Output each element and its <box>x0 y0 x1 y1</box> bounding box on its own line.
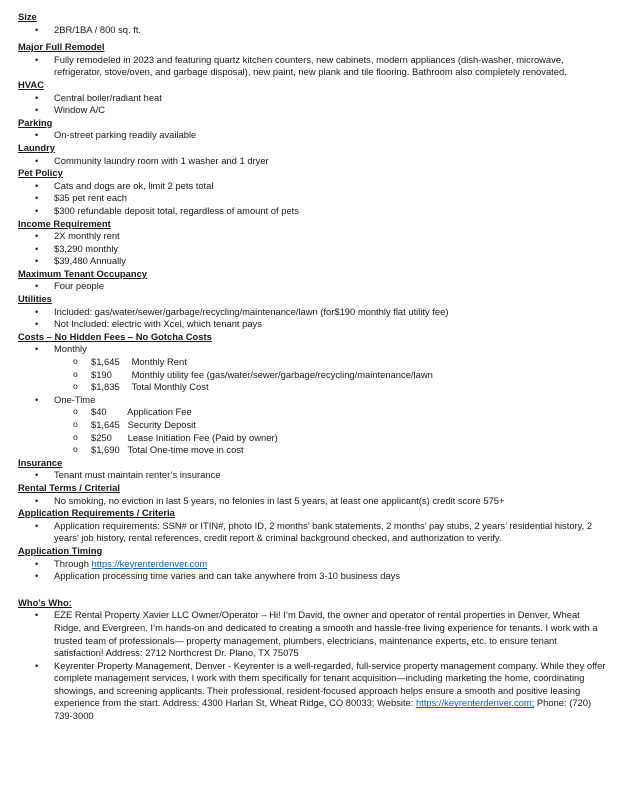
list-item <box>18 343 608 356</box>
cost-item <box>18 432 608 445</box>
list-item: • $39,480 Annually <box>18 255 608 268</box>
list-item <box>18 558 608 571</box>
list-item <box>18 660 608 723</box>
list-item: • Window A/C <box>18 104 608 117</box>
list-item: • $35 pet rent each <box>18 192 608 205</box>
heading-rental-terms: Rental Terms / Criterial <box>18 481 120 493</box>
listing-document <box>18 11 608 723</box>
keyrenter-website-link[interactable]: https://keyrenterdenver.com; <box>416 697 535 709</box>
cost-item <box>18 369 608 382</box>
cost-amount: $1,645 <box>91 356 120 368</box>
cost-desc: Monthly utility fee (gas/water/sewer/garbage/recycling/maintenance/lawn <box>131 368 433 380</box>
hvac-list <box>18 92 608 117</box>
pm-phone: Phone: (720) 739-3000 <box>54 697 592 722</box>
heading-insurance: Insurance <box>18 456 63 468</box>
pm-description: Keyrenter Property Management, Denver - Keyrenter is a well-regarded, full-service property management company. While they offer complete management services, I work with them specifically for tenant acquisition—including marketing the home, coordinating showings, and screening applicants. Their professional, resident-focused approach helps ensure a smooth and positive leasing experience from the start. Address: 4300 Harlan St, Wheat Ridge, CO 80033; Website: <box>54 659 606 709</box>
cost-desc: Security Deposit <box>127 419 196 430</box>
application-timing-list <box>18 558 608 583</box>
heading-income: Income Requirement <box>18 217 111 229</box>
cost-amount: $1,645 <box>91 419 120 430</box>
pet-policy-list <box>18 180 608 218</box>
heading-pet-policy: Pet Policy <box>18 167 63 179</box>
list-item: • No smoking, no eviction in last 5 years, no felonies in last 5 years, at least one applicant(s) credit score 575+ <box>18 495 608 508</box>
rental-terms-list <box>18 495 608 508</box>
parking-list <box>18 129 608 142</box>
list-item: • Application requirements: SSN# or ITIN#, photo ID, 2 months’ bank statements, 2 months’ pay stubs, 2 years’ residential history, 2 years’ job history, rental references, credit report & criminal background checked, and authorization to verify. <box>18 520 608 545</box>
heading-parking: Parking <box>18 116 53 128</box>
cost-amount: $40 <box>91 406 107 418</box>
list-item <box>18 394 608 407</box>
cost-item <box>18 419 608 432</box>
laundry-list <box>18 155 608 168</box>
list-item: • 2BR/1BA / 800 sq. ft. <box>18 24 608 37</box>
cost-item <box>18 356 608 369</box>
cost-item <box>18 406 608 419</box>
onetime-costs-list <box>18 406 608 456</box>
costs-list <box>18 343 608 356</box>
list-item: • Included: gas/water/sewer/garbage/recycling/maintenance/lawn (for$190 monthly flat utility fee) <box>18 306 608 319</box>
through-label: Through <box>54 557 92 569</box>
list-item: • Community laundry room with 1 washer and 1 dryer <box>18 155 608 168</box>
heading-application-requirements: Application Requirements / Criteria <box>18 507 175 519</box>
list-item: • $3,290 monthly <box>18 243 608 256</box>
list-item: • On-street parking readily available <box>18 129 608 142</box>
heading-whos-who: Who’s Who: <box>18 596 72 608</box>
cost-amount: $250 <box>91 431 112 443</box>
list-item: • Tenant must maintain renter’s insurance <box>18 469 608 482</box>
onetime-label-list <box>18 394 608 407</box>
heading-occupancy: Maximum Tenant Occupancy <box>18 267 148 279</box>
list-item: • Cats and dogs are ok, limit 2 pets total <box>18 180 608 193</box>
heading-application-timing: Application Timing <box>18 544 103 556</box>
whos-who-list <box>18 609 608 722</box>
list-item: • Application processing time varies and can take anywhere from 3-10 business days <box>18 570 608 583</box>
cost-desc: Application Fee <box>127 406 192 418</box>
heading-utilities: Utilities <box>18 293 52 305</box>
cost-amount: $190 <box>91 368 112 380</box>
heading-hvac: HVAC <box>18 78 44 90</box>
list-item: • Not Included: electric with Xcel, which tenant pays <box>18 318 608 331</box>
size-list <box>18 24 608 37</box>
list-item: • Central boiler/radiant heat <box>18 92 608 105</box>
monthly-costs-list <box>18 356 608 394</box>
heading-size: Size <box>18 11 37 22</box>
heading-costs: Costs – No Hidden Fees – No Gotcha Costs <box>18 330 212 342</box>
keyrenter-link[interactable]: https://keyrenterdenver.com <box>91 557 208 569</box>
insurance-list <box>18 469 608 482</box>
cost-item <box>18 444 608 457</box>
list-item: • EZE Rental Property Xavier LLC Owner/Operator – Hi! I’m David, the owner and operator of rental properties in Denver, Wheat Ridge, and Evergreen. I’m hands-on and dedicated to creating a smooth and hassle-free living experience for tenants. I work with a trusted team of professionals— property management, plumbers, electricians, maintenance experts, etc. to ensure tenant satisfaction! Address: 2712 Northcrest Dr. Plano, TX 75075 <box>18 609 608 659</box>
list-item: • Four people <box>18 280 608 293</box>
onetime-label: One-Time <box>54 393 96 405</box>
heading-laundry: Laundry <box>18 141 55 153</box>
income-list <box>18 230 608 268</box>
cost-amount: $1,690 <box>91 444 120 456</box>
cost-item <box>18 381 608 394</box>
utilities-list <box>18 306 608 331</box>
cost-desc: Total Monthly Cost <box>131 381 209 393</box>
cost-desc: Lease Initiation Fee (Paid by owner) <box>127 431 278 443</box>
application-requirements-list <box>18 520 608 545</box>
cost-desc: Total One-time move in cost <box>127 444 244 456</box>
remodel-list <box>18 54 608 79</box>
heading-remodel: Major Full Remodel <box>18 41 105 53</box>
list-item: • 2X monthly rent <box>18 230 608 243</box>
occupancy-list <box>18 280 608 293</box>
cost-desc: Monthly Rent <box>131 356 187 368</box>
list-item: • $300 refundable deposit total, regardless of amount of pets <box>18 205 608 218</box>
monthly-label: Monthly <box>54 343 87 355</box>
cost-amount: $1,835 <box>91 381 120 393</box>
list-item: • Fully remodeled in 2023 and featuring quartz kitchen counters, new cabinets, modern appliances (dish-washer, microwave, refrigerator, stove/oven, and garbage disposal), new paint, new plank and tile flooring. Bathroom also completely renovated. <box>18 54 608 79</box>
